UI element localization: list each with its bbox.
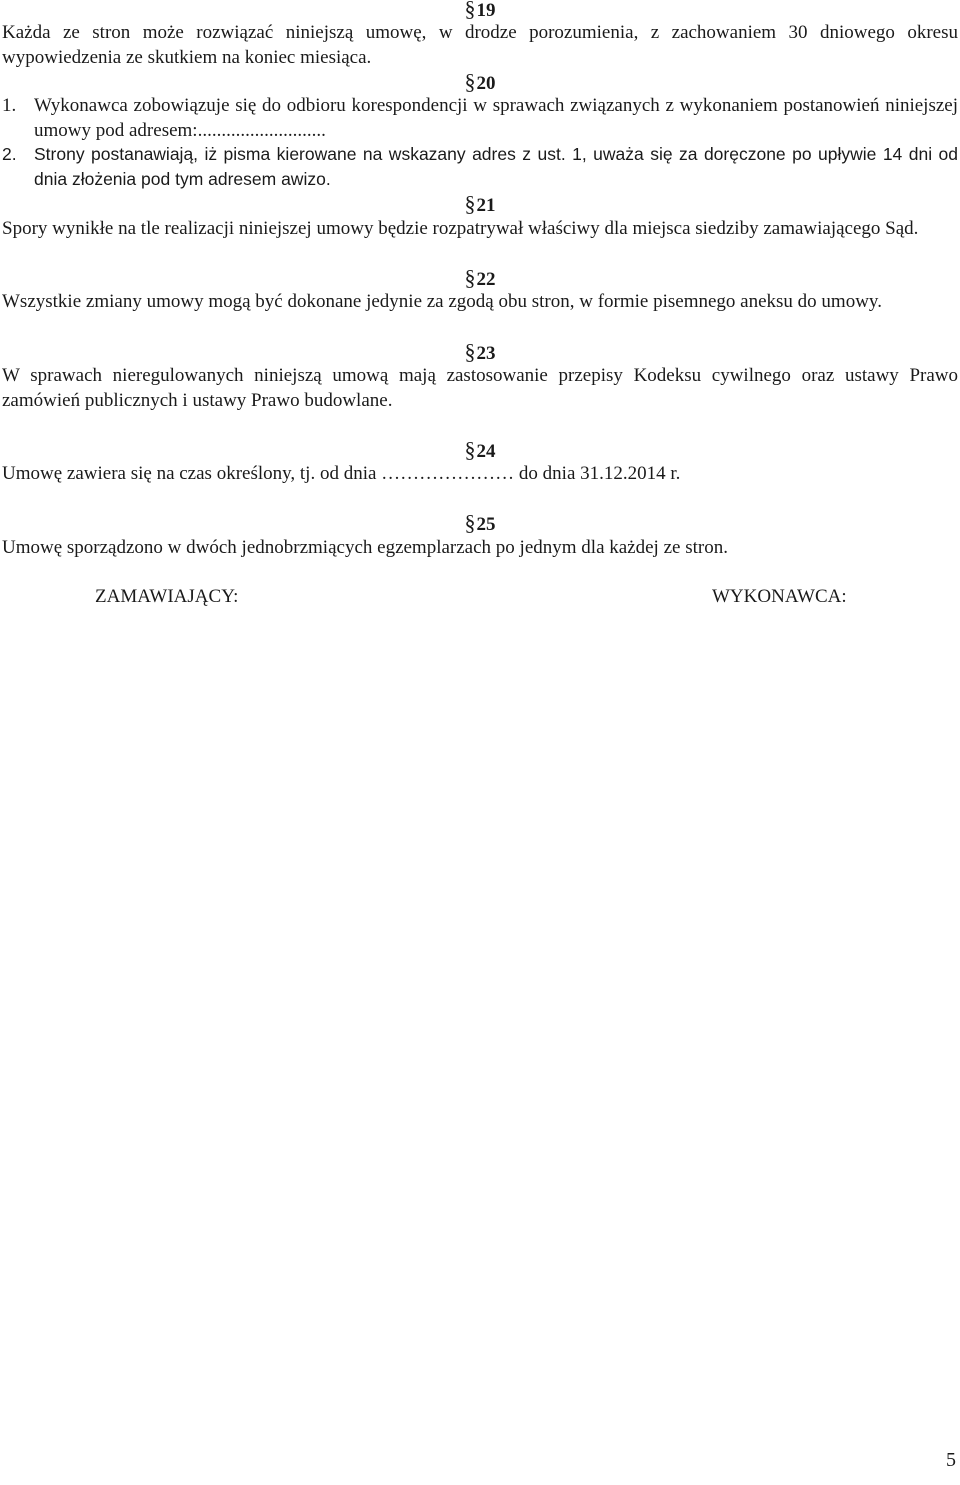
section-symbol: § [464, 339, 476, 364]
section-symbol: § [464, 437, 476, 462]
section-heading-24 [0, 437, 960, 464]
section-number: 19 [476, 0, 496, 21]
section-symbol: § [464, 265, 476, 290]
signature-label-contractor: WYKONAWCA: [712, 586, 847, 607]
section-heading-23 [0, 339, 960, 366]
section-22-paragraph: Wszystkie zmiany umowy mogą być dokonane jedynie za zgodą obu stron, w formie pisemnego aneksu do umowy. [2, 291, 882, 312]
section-number: 25 [476, 514, 496, 535]
section-number: 22 [476, 269, 496, 290]
section-symbol: § [464, 191, 476, 216]
section-symbol: § [464, 510, 476, 535]
section-20-item-1 [2, 93, 958, 143]
section-25-paragraph: Umowę sporządzono w dwóch jednobrzmiących egzemplarzach po jednym dla każdej ze stron. [2, 537, 728, 558]
section-number: 23 [476, 343, 496, 364]
section-heading-21 [0, 191, 960, 218]
section-23-paragraph: W sprawach nieregulowanych niniejszą umową mają zastosowanie przepisy Kodeksu cywilnego oraz ustawy Prawo zamówień publicznych i ustawy Prawo budowlane. [2, 365, 958, 411]
section-number: 20 [476, 73, 496, 94]
section-19-paragraph: Każda ze stron może rozwiązać niniejszą umowę, w drodze porozumienia, z zachowaniem 30 dniowego okresu wypowiedzenia ze skutkiem na koniec miesiąca. [2, 22, 958, 68]
section-heading-20 [0, 69, 960, 96]
section-number: 24 [476, 441, 496, 462]
section-24-paragraph: Umowę zawiera się na czas określony, tj. od dnia ………………… do dnia 31.12.2014 r. [2, 463, 681, 484]
page-number: 5 [946, 1449, 956, 1471]
list-text: Wykonawca zobowiązuje się do odbioru korespondencji w sprawach związanych z wykonaniem postanowień niniejszej umowy pod adresem:........................... [34, 95, 958, 141]
list-text: Strony postanawiają, iż pisma kierowane na wskazany adres z ust. 1, uważa się za doręczone po upływie 14 dni od dnia złożenia pod tym adresem awizo. [34, 144, 958, 189]
section-heading-22 [0, 265, 960, 292]
section-symbol: § [464, 0, 476, 21]
section-symbol: § [464, 69, 476, 94]
list-number: 2. [2, 144, 17, 164]
section-21-paragraph: Spory wynikłe na tle realizacji niniejszej umowy będzie rozpatrywał właściwy dla miejsca siedziby zamawiającego Sąd. [2, 218, 919, 239]
section-20-item-2 [2, 142, 958, 192]
list-number: 1. [2, 95, 17, 116]
signature-label-ordering-party: ZAMAWIAJĄCY: [95, 586, 239, 607]
section-heading-25 [0, 510, 960, 537]
section-number: 21 [476, 195, 496, 216]
